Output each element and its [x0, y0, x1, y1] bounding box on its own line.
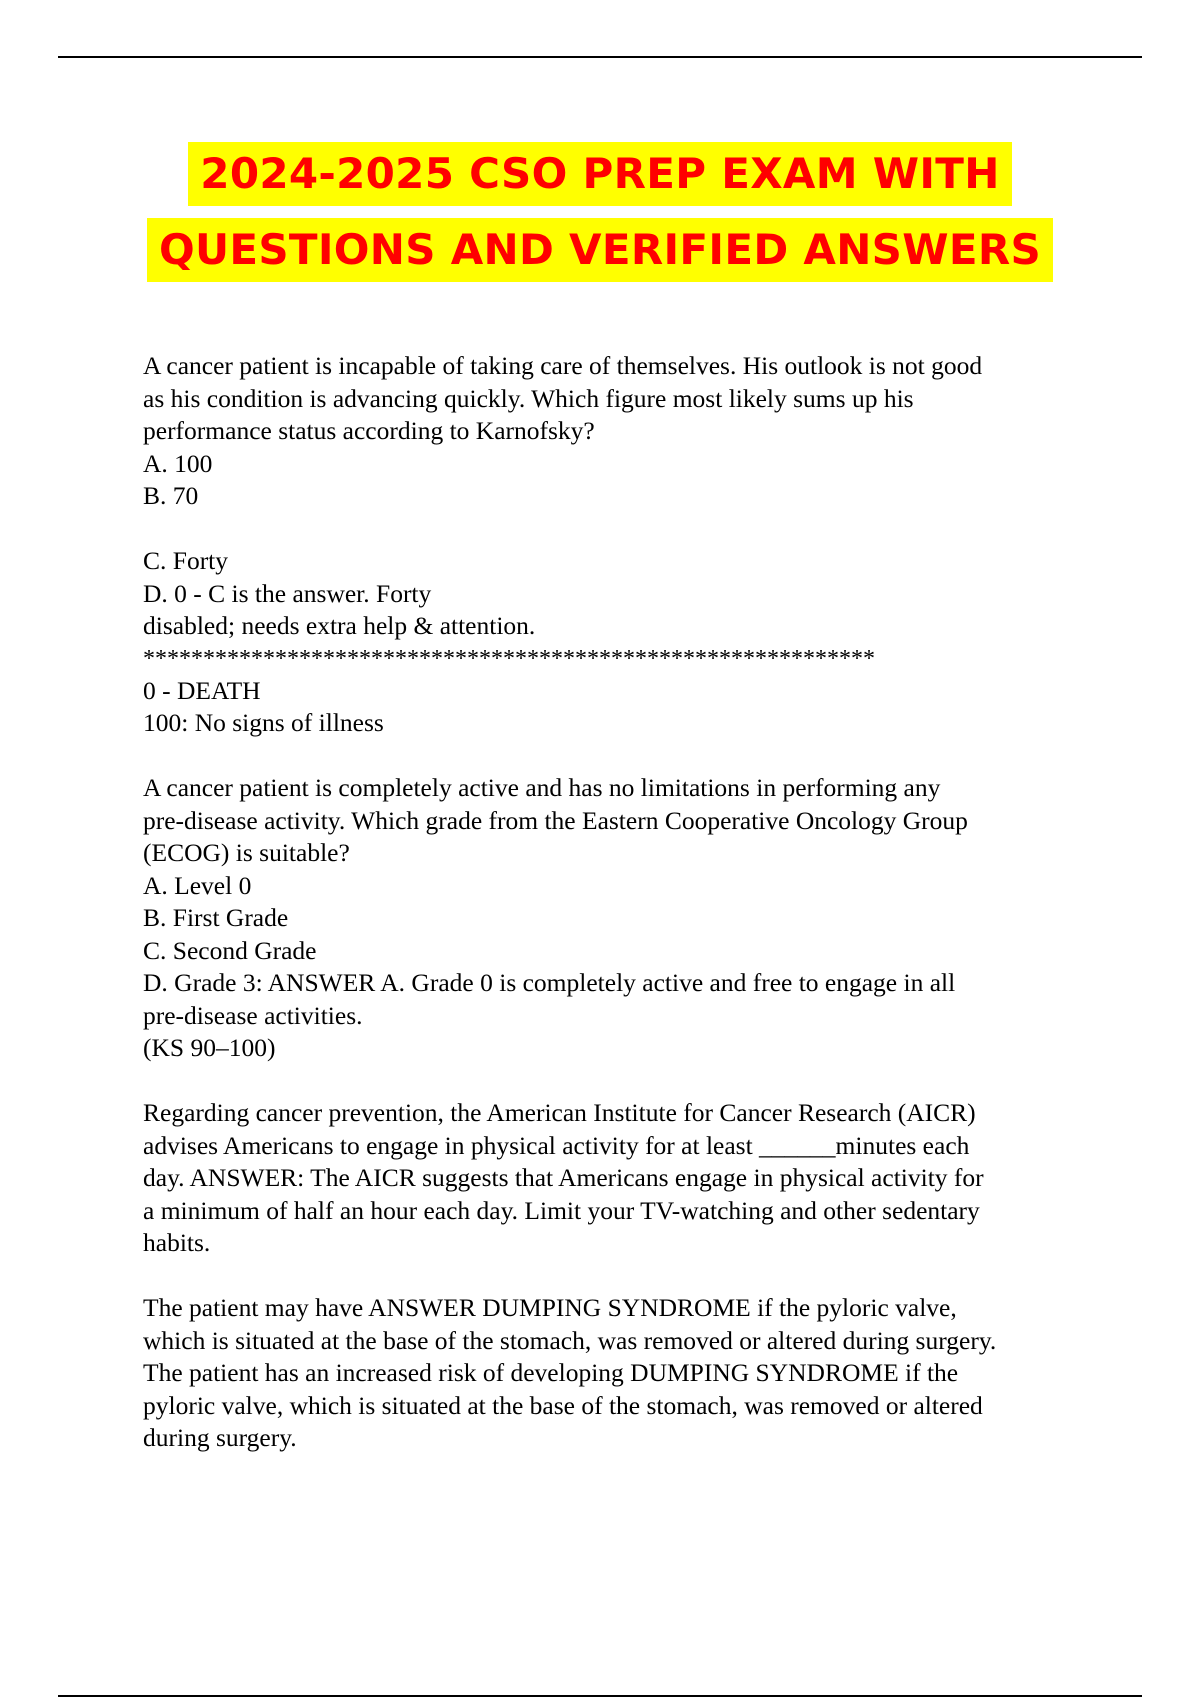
text-line: during surgery. — [143, 1423, 297, 1452]
text-line: A cancer patient is incapable of taking care of themselves. His outlook is not good — [143, 351, 983, 380]
question-ecog — [143, 772, 1103, 1065]
text-line: pre-disease activities. — [143, 1000, 363, 1030]
bottom-rule — [58, 1695, 1142, 1697]
text-line: (KS 90–100) — [143, 1033, 276, 1062]
text-line: performance status according to Karnofsky? — [143, 416, 595, 445]
option-b: B. 70 — [143, 481, 199, 510]
asterisk-divider: ************************************************************* — [143, 645, 875, 672]
text-line: A cancer patient is completely active and has no limitations in performing any — [143, 773, 941, 802]
question-karnofsky — [143, 350, 1103, 740]
text-line: a minimum of half an hour each day. Limit your TV-watching and other sedentary — [143, 1195, 980, 1225]
text-line: pyloric valve, which is situated at the base of the stomach, was removed or altered — [143, 1390, 983, 1420]
question-dumping-syndrome — [143, 1292, 1103, 1455]
text-line: pre-disease activity. Which grade from the Eastern Cooperative Oncology Group — [143, 805, 968, 835]
text-line: day. ANSWER: The AICR suggests that Americans engage in physical activity for — [143, 1163, 984, 1192]
text-line: habits. — [143, 1228, 211, 1257]
title-line-1: 2024-2025 CSO PREP EXAM WITH — [188, 142, 1011, 206]
text-line: The patient has an increased risk of developing DUMPING SYNDROME if the — [143, 1358, 959, 1387]
document-body — [143, 350, 1103, 1455]
title-line-2: QUESTIONS AND VERIFIED ANSWERS — [147, 218, 1053, 282]
text-line: The patient may have ANSWER DUMPING SYNDROME if the pyloric valve, — [143, 1293, 957, 1322]
text-line: (ECOG) is suitable? — [143, 838, 350, 867]
document-title — [0, 142, 1200, 282]
option-c: C. Forty — [143, 546, 229, 575]
text-line: 0 - DEATH — [143, 675, 261, 705]
option-d: D. 0 - C is the answer. Forty — [143, 578, 432, 608]
text-line: advises Americans to engage in physical activity for at least ______minutes each — [143, 1130, 970, 1160]
option-b: B. First Grade — [143, 903, 289, 932]
text-line: as his condition is advancing quickly. Which figure most likely sums up his — [143, 383, 914, 413]
top-rule — [58, 56, 1142, 58]
text-line: disabled; needs extra help & attention. — [143, 611, 536, 640]
option-c: C. Second Grade — [143, 935, 317, 965]
text-line: Regarding cancer prevention, the American Institute for Cancer Research (AICR) — [143, 1098, 976, 1127]
question-aicr — [143, 1097, 1103, 1260]
option-a: A. Level 0 — [143, 870, 252, 900]
option-d: D. Grade 3: ANSWER A. Grade 0 is completely active and free to engage in all — [143, 968, 956, 997]
text-line: 100: No signs of illness — [143, 708, 384, 737]
text-line: which is situated at the base of the stomach, was removed or altered during surgery. — [143, 1325, 997, 1355]
option-a: A. 100 — [143, 448, 213, 478]
